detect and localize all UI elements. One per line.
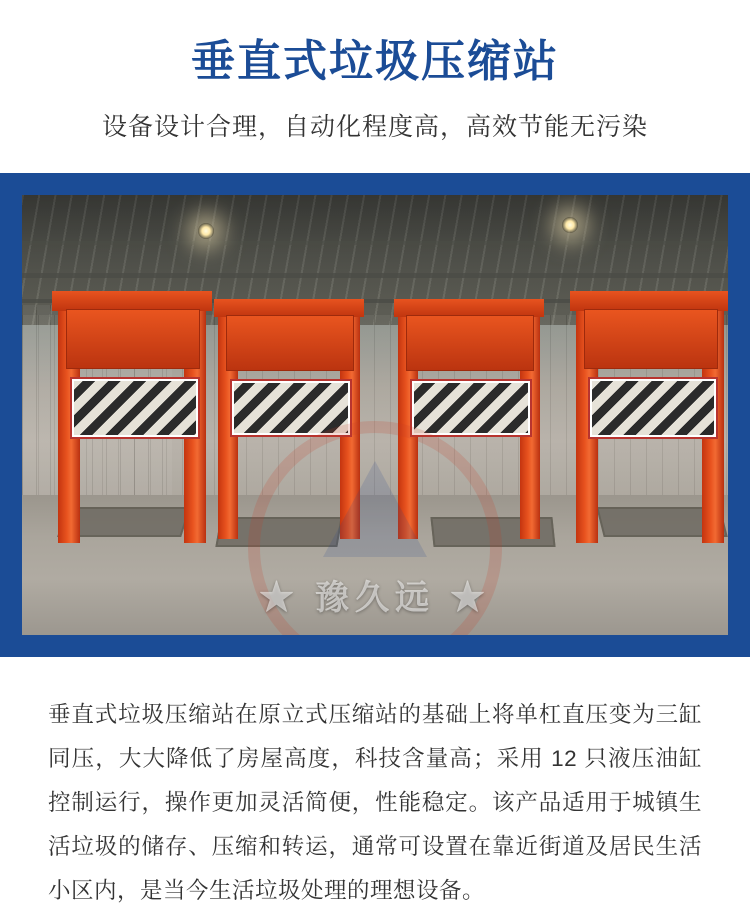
- hazard-panel: [70, 377, 200, 439]
- compactor-head: [66, 309, 200, 369]
- compactor-head: [406, 315, 534, 371]
- photo-background: [22, 195, 728, 635]
- page-subtitle: 设备设计合理，自动化程度高，高效节能无污染: [101, 112, 648, 141]
- compactor-top-beam: [570, 291, 728, 311]
- product-description: 垂直式垃圾压缩站在原立式压缩站的基础上将单杠直压变为三缸同压，大大降低了房屋高度，科技含量高；采用 12 只液压油缸控制运行，操作更加灵活简便，性能稳定。该产品适用于城镇生活垃圾的储存、压缩和转运，通常可设置在靠近街道及居民生活小区内，是当今生活垃圾处理的理想设备。: [48, 702, 702, 903]
- compactor-top-beam: [52, 291, 212, 311]
- compactor-unit: [570, 291, 728, 543]
- photo-watermark: ★ 豫久远 ★: [259, 579, 491, 618]
- hazard-panel: [588, 377, 718, 439]
- roof-truss: [22, 273, 728, 278]
- compactor-head: [584, 309, 718, 369]
- product-photo: [22, 195, 728, 635]
- product-image-banner: [0, 173, 750, 657]
- roof-truss: [22, 241, 728, 245]
- page-header: [0, 0, 750, 143]
- page-title: 垂直式垃圾压缩站: [191, 37, 559, 86]
- hazard-panel: [410, 379, 532, 437]
- compactor-head: [226, 315, 354, 371]
- compactor-unit: [52, 291, 212, 543]
